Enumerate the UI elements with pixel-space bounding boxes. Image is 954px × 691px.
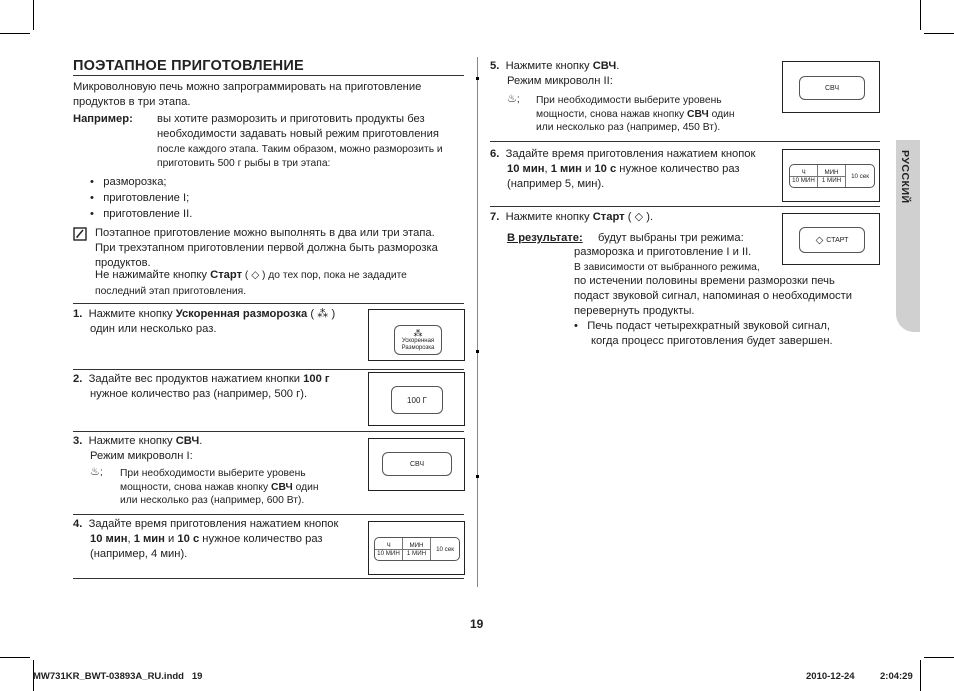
step-2-text: 2. Задайте вес продуктов нажатием кнопки 100 г нужное количество раз (например, 500 г). bbox=[73, 373, 330, 400]
one-min-button[interactable]: МИН 1 МИН bbox=[818, 165, 846, 187]
list-item: • приготовление II. bbox=[90, 208, 193, 220]
defrost-button[interactable]: ⁂ Ускоренная Разморозка bbox=[394, 325, 442, 355]
section-title: ПОЭТАПНОЕ ПРИГОТОВЛЕНИЕ bbox=[73, 58, 304, 74]
page-number: 19 bbox=[470, 617, 484, 631]
microwave-panel-2 bbox=[782, 61, 880, 113]
footer-time: 2:04:29 bbox=[880, 671, 913, 682]
list-item: • разморозка; bbox=[90, 176, 167, 188]
note-line-4: последний этап приготовления. bbox=[95, 286, 247, 297]
tip-icon: ♨; bbox=[507, 93, 520, 105]
ten-min-button[interactable]: Ч 10 МИН bbox=[375, 538, 403, 560]
step-rule bbox=[73, 578, 464, 579]
footer-date: 2010-12-24 bbox=[806, 671, 855, 682]
weight-100g-button[interactable]: 100 Г bbox=[391, 386, 443, 414]
crop-mark bbox=[0, 33, 30, 34]
result-label: В результате: bbox=[507, 232, 583, 244]
crop-mark bbox=[920, 0, 921, 30]
step-rule bbox=[73, 431, 464, 432]
crop-mark bbox=[0, 657, 30, 658]
step-rule bbox=[73, 303, 464, 304]
step-rule bbox=[73, 369, 464, 370]
footer-file: MW731KR_BWT-03893A_RU.indd 19 bbox=[33, 671, 203, 682]
crop-mark bbox=[924, 657, 954, 658]
step-3-tip: При необходимости выберите уровень мощности, снова нажав кнопку СВЧ один или несколько раз (например, 600 Вт). bbox=[120, 468, 319, 506]
register-dot bbox=[476, 350, 479, 353]
step-rule bbox=[73, 514, 464, 515]
one-min-button[interactable]: МИН 1 МИН bbox=[403, 538, 431, 560]
list-item: • приготовление I; bbox=[90, 192, 190, 204]
microwave-button[interactable]: СВЧ bbox=[382, 452, 452, 476]
note-line-2: При трехэтапном приготовлении первой должна быть разморозка продуктов. bbox=[95, 242, 438, 269]
time-buttons bbox=[789, 164, 875, 188]
crop-mark bbox=[920, 660, 921, 691]
result-bullet: • Печь подаст четырехкратный звуковой сигнал, когда процесс приготовления будет завершен. bbox=[574, 320, 833, 347]
title-rule bbox=[73, 75, 464, 76]
register-dot bbox=[476, 77, 479, 80]
result-text-2: разморозка и приготовление I и II. bbox=[574, 246, 752, 258]
time-panel-1 bbox=[368, 521, 465, 575]
microwave-button[interactable]: СВЧ bbox=[799, 76, 865, 100]
step-rule bbox=[490, 141, 880, 142]
bullet-list bbox=[90, 175, 192, 222]
step-5-text: 5. Нажмите кнопку СВЧ. Режим микроволн II: bbox=[490, 60, 620, 87]
defrost-panel bbox=[368, 309, 465, 361]
example-text-2: после каждого этапа. Таким образом, можно разморозить и приготовить 500 г рыбы в три этапа: bbox=[157, 144, 443, 169]
time-buttons bbox=[374, 537, 460, 561]
microwave-panel-1 bbox=[368, 438, 465, 491]
example-text-1: вы хотите разморозить и приготовить продукты без необходимости задавать новый режим приготовления bbox=[157, 113, 439, 140]
ten-min-button[interactable]: Ч 10 МИН bbox=[790, 165, 818, 187]
note-line-3: Не нажимайте кнопку Старт ( ◇ ) до тех пор, пока не зададите bbox=[95, 269, 407, 281]
intro-text: Микроволновую печь можно запрограммировать на приготовление продуктов в три этапа. bbox=[73, 81, 422, 108]
language-tab-label: РУССКИЙ bbox=[899, 150, 911, 204]
step-7-text: 7. Нажмите кнопку Старт ( ◇ ). bbox=[490, 211, 654, 223]
start-diamond-icon: ◇ bbox=[815, 234, 824, 246]
note-line-1: Поэтапное приготовление можно выполнять в два или три этапа. bbox=[95, 227, 435, 239]
tip-icon: ♨; bbox=[90, 466, 103, 478]
result-text-3: В зависимости от выбранного режима, bbox=[574, 262, 760, 273]
time-panel-2 bbox=[782, 149, 880, 202]
weight-panel bbox=[368, 372, 465, 426]
step-4-text: 4. Задайте время приготовления нажатием кнопок 10 мин, 1 мин и 10 с нужное количество раз (например, 4 мин). bbox=[73, 518, 339, 560]
ten-sec-button[interactable]: 10 сек bbox=[436, 545, 454, 553]
step-rule bbox=[490, 206, 880, 207]
result-text-1: будут выбраны три режима: bbox=[598, 232, 744, 244]
step-6-text: 6. Задайте время приготовления нажатием кнопок 10 мин, 1 мин и 10 с нужное количество раз (например 5, мин). bbox=[490, 148, 756, 190]
start-button[interactable]: ◇ СТАРТ bbox=[799, 227, 865, 253]
note-icon bbox=[73, 227, 87, 241]
result-text-4: по истечении половины времени разморозки печь подаст звуковой сигнал, напоминая о необходимости перевернуть продукты. bbox=[574, 275, 853, 317]
crop-mark bbox=[924, 33, 954, 34]
register-dot bbox=[476, 475, 479, 478]
step-5-tip: При необходимости выберите уровень мощности, снова нажав кнопку СВЧ один или несколько раз (например, 450 Вт). bbox=[536, 95, 735, 133]
step-3-text: 3. Нажмите кнопку СВЧ. Режим микроволн I: bbox=[73, 435, 203, 462]
snowflake-icon: ⁂ bbox=[413, 327, 423, 338]
crop-mark bbox=[33, 0, 34, 30]
step-1-text: 1. Нажмите кнопку Ускоренная разморозка ( ⁂ ) один или несколько раз. bbox=[73, 308, 336, 335]
example-label: Например: bbox=[73, 113, 133, 125]
start-panel bbox=[782, 213, 880, 265]
column-divider bbox=[477, 57, 478, 587]
ten-sec-button[interactable]: 10 сек bbox=[851, 172, 869, 180]
